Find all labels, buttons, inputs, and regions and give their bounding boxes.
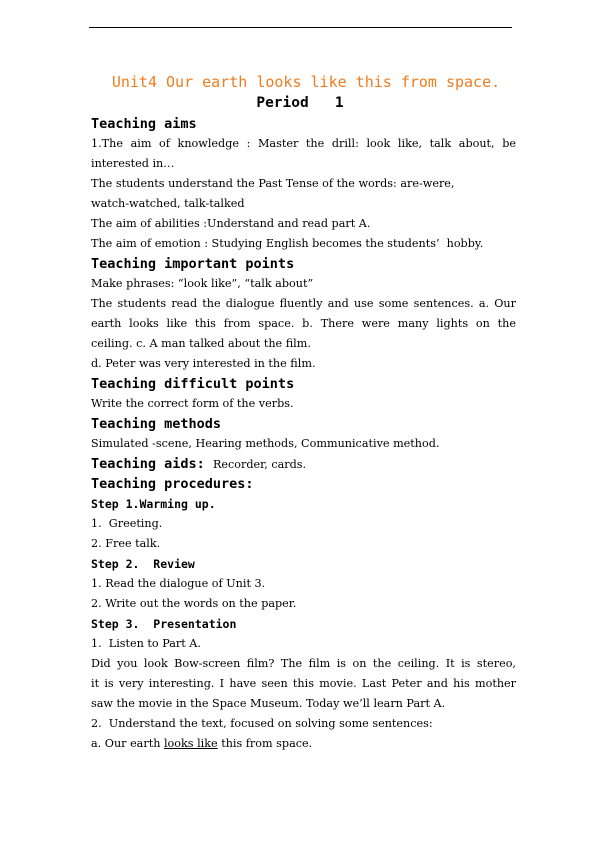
step-heading-2: Step 2. Review: [91, 557, 195, 571]
aids-text: Recorder, cards.: [212, 458, 307, 471]
period-label: Period 1: [256, 95, 344, 111]
text-line: Simulated -scene, Hearing methods, Communicative method.: [91, 437, 440, 450]
step-heading-1: Step 1.Warming up.: [91, 497, 216, 511]
text-line: Make phrases: “look like”, “talk about”: [91, 277, 314, 290]
text-line: saw the movie in the Space Museum. Today we’ll learn Part A.: [91, 697, 446, 710]
text-line: earth looks like this from space. b. There were many lights on the: [91, 317, 516, 330]
section-teaching-aids: [91, 454, 516, 474]
sentence-a: [91, 734, 516, 754]
section-heading-procedures: Teaching procedures:: [91, 476, 254, 492]
list-item: 2. Understand the text, focused on solving some sentences:: [91, 717, 433, 730]
sentence-a-prefix: a. Our earth: [91, 737, 164, 750]
section-heading-difficult-points: Teaching difficult points: [91, 376, 295, 392]
text-line: The aim of abilities :Understand and read part A.: [91, 217, 371, 230]
text-line: Did you look Bow-screen film? The film is on the ceiling. It is stereo,: [91, 657, 516, 670]
text-line: 1.The aim of knowledge : Master the drill: look like, talk about, be: [91, 137, 516, 150]
text-line: d. Peter was very interested in the film.: [91, 357, 316, 370]
document-title: Unit4 Our earth looks like this from space.: [111, 73, 501, 91]
list-item: 2. Write out the words on the paper.: [91, 597, 297, 610]
section-heading-important-points: Teaching important points: [91, 256, 295, 272]
text-line: Write the correct form of the verbs.: [91, 397, 294, 410]
sentence-a-suffix: this from space.: [217, 737, 313, 750]
section-heading-aids: Teaching aids:: [91, 456, 205, 472]
sentence-a-underlined: looks like: [163, 737, 218, 750]
section-heading-methods: Teaching methods: [91, 416, 222, 432]
list-item: 2. Free talk.: [91, 537, 161, 550]
text-line: it is very interesting. I have seen this movie. Last Peter and his mother: [91, 677, 516, 690]
step-heading-3: Step 3. Presentation: [91, 617, 237, 631]
text-line: interested in…: [91, 157, 175, 170]
header-rule: [89, 27, 512, 28]
text-line: The aim of emotion : Studying English becomes the students’ hobby.: [91, 237, 484, 250]
text-line: watch-watched, talk-talked: [91, 197, 245, 210]
list-item: 1. Listen to Part A.: [91, 637, 201, 650]
section-heading-teaching-aims: Teaching aims: [91, 116, 197, 132]
text-line: The students read the dialogue fluently and use some sentences. a. Our: [91, 297, 516, 310]
list-item: 1. Greeting.: [91, 517, 163, 530]
text-line: ceiling. c. A man talked about the film.: [91, 337, 311, 350]
list-item: 1. Read the dialogue of Unit 3.: [91, 577, 266, 590]
document-body: [91, 114, 516, 754]
text-line: The students understand the Past Tense of the words: are-were,: [91, 177, 455, 190]
